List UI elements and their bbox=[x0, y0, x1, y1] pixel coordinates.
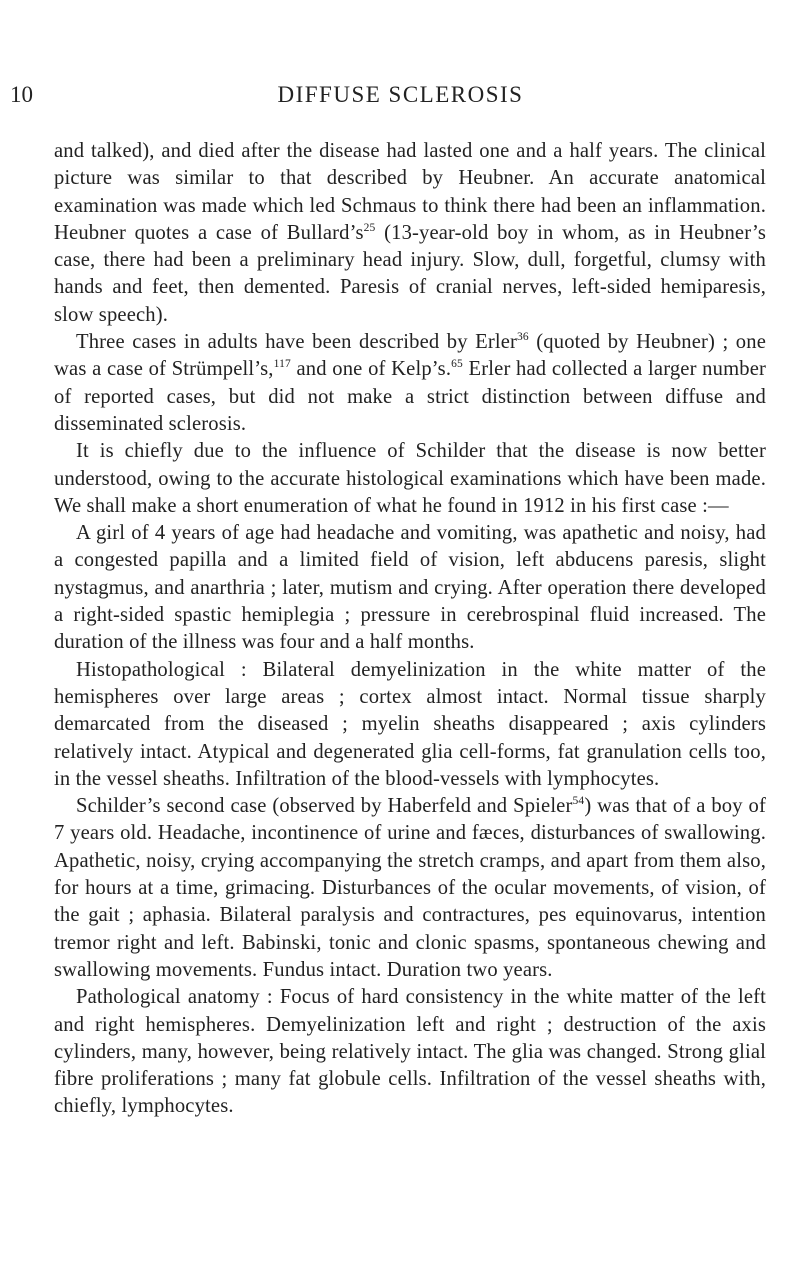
text-run: A girl of 4 years of age had headache and vomiting, was apathetic and noisy, had a congested papilla and a limited field of vision, left abducens paresis, slight nystagmus, and anarthria ; later, mutism and crying. After operation there developed a right-sided spastic hemiplegia ; pressure in cerebrospinal fluid increased. The duration of the illness was four and a half months. bbox=[54, 522, 766, 654]
reference-superscript: 54 bbox=[572, 795, 585, 808]
text-run: Schilder’s second case (observed by Haberfeld and Spieler bbox=[76, 795, 573, 818]
text-run: Histopathological : Bilateral demyelinization in the white matter of the hemispheres over large areas ; cortex almost intact. Normal tissue sharply demarcated from the diseased ; myelin sheaths disappeared ; axis cylinders relatively intact. Atypical and degenerated glia cell-forms, fat granulation cells too, in the vessel sheaths. Infiltration of the blood-vessels with lymphocytes. bbox=[54, 658, 766, 790]
paragraph bbox=[54, 984, 766, 1120]
paragraph bbox=[54, 657, 766, 793]
page-header bbox=[0, 82, 801, 112]
reference-superscript: 36 bbox=[517, 331, 529, 344]
reference-superscript: 117 bbox=[273, 358, 291, 371]
paragraph bbox=[54, 520, 766, 656]
text-run: and talked), and died after the disease had lasted one and a half years. The clinical picture was similar to that described by Heubner. An accurate anatomical examination was made which led Schmaus to think there had been an inflammation. Heubner quotes a case of Bullard’s bbox=[54, 140, 766, 244]
text-run: (13-year-old boy in whom, as in Heubner’s case, there had been a preliminary head injury. Slow, dull, forgetful, clumsy with hands and feet, then demented. Paresis of cranial nerves, left-sided hemiparesis, slow speech). bbox=[54, 221, 767, 326]
text-run: (quoted by Heubner) ; one was a case of Strümpell’s, bbox=[54, 331, 766, 381]
paragraph bbox=[54, 329, 766, 438]
text-run: ) was that of a boy of 7 years old. Headache, incontinence of urine and fæces, disturbances of swallowing. Apathetic, noisy, crying accompanying the stretch cramps, and apart from them also, for hours at a time, grimacing. Disturbances of the ocular movements, of vision, of the gait ; aphasia. Bilateral paralysis and contractures, pes equinovarus, intention tremor right and left. Babinski, tonic and clonic spasms, spontaneous chewing and swallowing movements. Fundus intact. Duration two years. bbox=[54, 795, 767, 981]
page-number: 10 bbox=[10, 82, 33, 107]
reference-superscript: 25 bbox=[363, 221, 376, 234]
text-run: Erler had collected a larger number of reported cases, but did not make a strict distinction between diffuse and disseminated sclerosis. bbox=[54, 358, 766, 435]
text-run: and one of Kelp’s. bbox=[290, 358, 452, 381]
text-run: It is chiefly due to the influence of Schilder that the disease is now better understood, owing to the accurate histological examinations which have been made. We shall make a short enumeration of what he found in 1912 in his first case :— bbox=[54, 440, 766, 517]
running-head: DIFFUSE SCLEROSIS bbox=[277, 82, 524, 107]
text-run: Three cases in adults have been described by Erler bbox=[76, 331, 518, 354]
reference-superscript: 65 bbox=[451, 358, 463, 371]
paragraph bbox=[54, 138, 766, 329]
paragraph bbox=[54, 793, 766, 984]
text-run: Pathological anatomy : Focus of hard consistency in the white matter of the left and right hemispheres. Demyelinization left and right ; destruction of the axis cylinders, many, however, being relatively intact. The glia was changed. Strong glial fibre proliferations ; many fat globule cells. Infiltration of the vessel sheaths with, chiefly, lymphocytes. bbox=[54, 986, 766, 1118]
paragraph bbox=[54, 438, 766, 520]
body-text bbox=[54, 138, 766, 1121]
